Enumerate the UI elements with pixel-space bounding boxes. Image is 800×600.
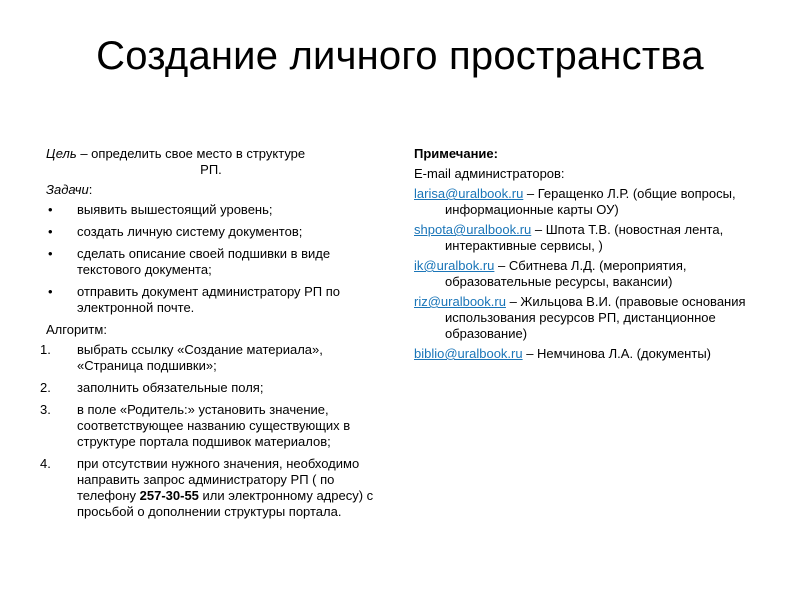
admin-email-link[interactable]: shpota@uralbook.ru	[414, 222, 532, 237]
admin-desc: – Геращенко Л.Р. (общие вопросы, информационные карты ОУ)	[445, 186, 736, 217]
admin-desc: – Сбитнева Л.Д. (мероприятия, образовательные ресурсы, вакансии)	[445, 258, 687, 289]
step-item	[40, 342, 376, 374]
step-text-after: или электронному адресу) с просьбой о дополнении структуры портала.	[77, 488, 374, 519]
task-text: сделать описание своей подшивки в виде текстового документа;	[77, 246, 331, 277]
task-item	[46, 284, 376, 316]
tasks-heading	[46, 182, 376, 198]
goal-line	[46, 146, 376, 162]
step-text-before: при отсутствии нужного значения, необходимо направить запрос администратору РП ( по телефону	[77, 456, 360, 503]
task-text: создать личную систему документов;	[77, 224, 303, 239]
goal-line-2: РП.	[200, 162, 222, 177]
bullet-icon: •	[48, 246, 53, 261]
note-heading: Примечание:	[414, 146, 498, 161]
admin-email-link[interactable]: ik@uralbok.ru	[414, 258, 495, 273]
bullet-icon: •	[48, 224, 53, 239]
admin-desc: – Немчинова Л.А. (документы)	[522, 346, 711, 361]
admin-entry	[414, 222, 754, 254]
emails-heading: E-mail администраторов:	[414, 166, 565, 181]
step-text: выбрать ссылку «Создание материала», «Страница подшивки»;	[77, 342, 323, 373]
admin-entry	[414, 258, 754, 290]
admin-entry	[414, 294, 754, 342]
task-item	[46, 202, 376, 218]
step-number: 4.	[40, 456, 51, 471]
bullet-icon: •	[48, 202, 53, 217]
step-text: в поле «Родитель:» установить значение, соответствующее названию существующих в структуре портала подшивок материалов;	[77, 402, 351, 449]
goal-label: Цель	[46, 146, 77, 161]
right-column	[414, 146, 754, 366]
goal-text: – определить свое место в структуре	[76, 146, 306, 161]
admin-email-link[interactable]: larisa@uralbook.ru	[414, 186, 524, 201]
slide-title: Создание личного пространства	[96, 34, 704, 78]
step-item	[40, 380, 376, 396]
phone-number: 257-30-55	[139, 488, 199, 503]
task-item	[46, 224, 376, 240]
task-text: отправить документ администратору РП по электронной почте.	[77, 284, 341, 315]
tasks-colon: :	[88, 182, 93, 197]
algorithm-heading: Алгоритм:	[46, 322, 107, 337]
left-column	[40, 146, 376, 526]
tasks-label: Задачи	[46, 182, 89, 197]
admin-desc: – Жильцова В.И. (правовые основания использования ресурсов РП, дистанционное образование)	[445, 294, 746, 341]
admin-email-link[interactable]: biblio@uralbook.ru	[414, 346, 523, 361]
task-text: выявить вышестоящий уровень;	[77, 202, 273, 217]
task-item	[46, 246, 376, 278]
step-number: 2.	[40, 380, 51, 395]
step-item	[40, 456, 376, 520]
admin-entry	[414, 346, 754, 362]
admin-entry	[414, 186, 754, 218]
admin-desc: – Шпота Т.В. (новостная лента, интерактивные сервисы, )	[445, 222, 724, 253]
step-text: заполнить обязательные поля;	[77, 380, 264, 395]
bullet-icon: •	[48, 284, 53, 299]
step-number: 3.	[40, 402, 51, 417]
step-item	[40, 402, 376, 450]
step-number: 1.	[40, 342, 51, 357]
admin-email-link[interactable]: riz@uralbook.ru	[414, 294, 506, 309]
